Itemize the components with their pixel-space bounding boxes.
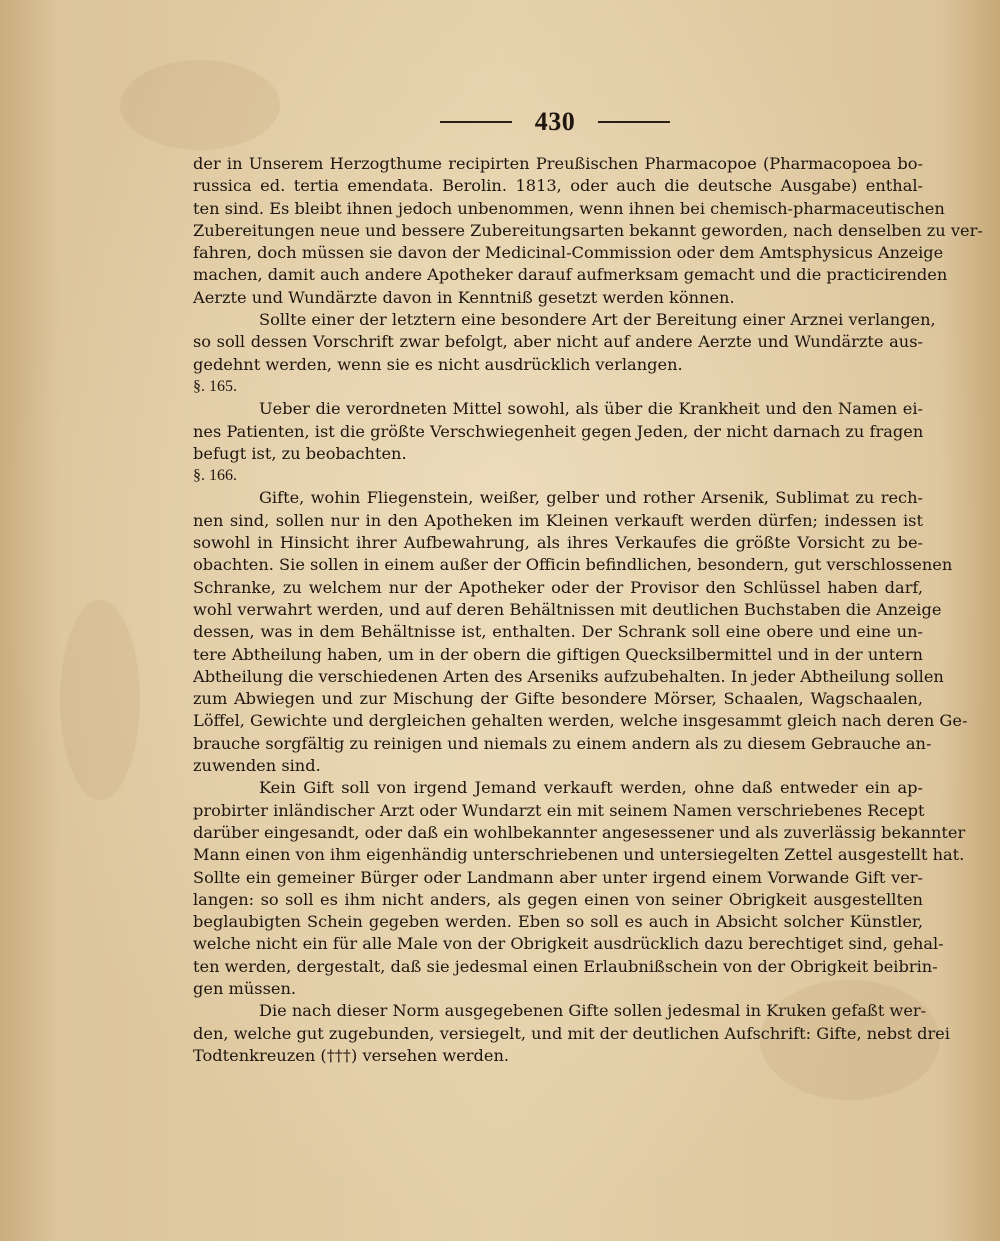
text-line: langen: so soll es ihm nicht anders, als gegen einen von seiner Obrigkeit ausgestellten [193, 889, 923, 909]
text-line: Todtenkreuzen (†††) versehen werden. [193, 1045, 510, 1065]
text-line: so soll dessen Vorschrift zwar befolgt, aber nicht auf andere Aerzte und Wundärzte aus- [193, 332, 923, 352]
text-line: darüber eingesandt, oder daß ein wohlbekannter angesessener und als zuverlässig bekannter [193, 822, 966, 842]
paper-stain [60, 600, 140, 800]
text-line: Sollte ein gemeiner Bürger oder Landmann aber unter irgend einem Vorwande Gift ver- [193, 867, 923, 887]
text-line: probirter inländischer Arzt oder Wundarzt ein mit seinem Namen verschriebenes Recept [193, 800, 925, 820]
text-line: Kein Gift soll von irgend Jemand verkauft werden, ohne daß entweder ein ap- [259, 778, 923, 798]
text-line: nen sind, sollen nur in den Apotheken im Kleinen verkauft werden dürfen; indessen ist [193, 510, 923, 530]
header-rule-right [598, 121, 670, 123]
text-line: der in Unserem Herzogthume recipirten Preußischen Pharmacopoe (Pharmacopoea bo- [193, 154, 923, 173]
text-line: zum Abwiegen und zur Mischung der Gifte besondere Mörser, Schaalen, Wagschaalen, [193, 689, 923, 709]
page-body-text [193, 153, 983, 1067]
text-line: Gifte, wohin Fliegenstein, weißer, gelber und rother Arsenik, Sublimat zu rech- [259, 488, 923, 508]
text-line: Sollte einer der letztern eine besondere Art der Bereitung einer Arznei verlangen, [259, 310, 936, 330]
text-line: nes Patienten, ist die größte Verschwiegenheit gegen Jeden, der nicht darnach zu fragen [193, 421, 924, 441]
text-line: dessen, was in dem Behältnisse ist, enthalten. Der Schrank soll eine obere und eine un- [193, 622, 923, 642]
text-line: befugt ist, zu beobachten. [193, 443, 407, 463]
text-line: welche nicht ein für alle Male von der Obrigkeit ausdrücklich dazu berechtiget sind, gehal- [193, 934, 944, 954]
text-line: Ueber die verordneten Mittel sowohl, als über die Krankheit und den Namen ei- [259, 399, 923, 419]
text-line: ten werden, dergestalt, daß sie jedesmal einen Erlaubnißschein von der Obrigkeit beibrin- [193, 956, 938, 976]
paragraph [193, 1000, 950, 1067]
text-line: Zubereitungen neue und bessere Zubereitungsarten bekannt geworden, nach denselben zu ver- [193, 220, 983, 240]
text-line: fahren, doch müssen sie davon der Medicinal-Commission oder dem Amtsphysicus Anzeige [193, 243, 944, 263]
text-line: ten sind. Es bleibt ihnen jedoch unbenommen, wenn ihnen bei chemisch-pharmaceutischen [193, 198, 945, 218]
text-line: machen, damit auch andere Apotheker darauf aufmerksam gemacht und die practicirenden [193, 265, 948, 285]
text-line: Löffel, Gewichte und dergleichen gehalten werden, welche insgesammt gleich nach deren Ge- [193, 711, 968, 731]
text-line: Abtheilung die verschiedenen Arten des Arseniks aufzubehalten. In jeder Abtheilung sollen [193, 666, 944, 686]
text-line: Schranke, zu welchem nur der Apotheker oder der Provisor den Schlüssel haben darf, [193, 577, 923, 597]
text-line: zuwenden sind. [193, 756, 321, 776]
paragraph [193, 309, 936, 376]
paragraph [193, 153, 983, 309]
text-line: Mann einen von ihm eigenhändig unterschriebenen und untersiegelten Zettel ausgestellt hat. [193, 845, 965, 865]
section-number: §. 166. [193, 467, 237, 485]
text-line: tere Abtheilung haben, um in der obern die giftigen Quecksilbermittel und in der untern [193, 644, 923, 664]
paragraph [193, 777, 966, 1000]
page-header [440, 104, 670, 140]
text-line: obachten. Sie sollen in einem außer der Officin befindlichen, besondern, gut verschlossenen [193, 555, 953, 575]
header-rule-left [440, 121, 512, 123]
paper-stain [120, 60, 280, 150]
section-heading [193, 465, 923, 487]
text-line: russica ed. tertia emendata. Berolin. 1813, oder auch die deutsche Ausgabe) enthal- [193, 176, 923, 196]
text-line: wohl verwahrt werden, und auf deren Behältnissen mit deutlichen Buchstaben die Anzeige [193, 599, 942, 619]
text-line: gen müssen. [193, 978, 297, 998]
text-line: brauche sorgfältig zu reinigen und niemals zu einem andern als zu diesem Gebrauche an- [193, 733, 932, 753]
text-line: gedehnt werden, wenn sie es nicht ausdrücklich verlangen. [193, 354, 683, 374]
text-line: Aerzte und Wundärzte davon in Kenntniß gesetzt werden können. [193, 287, 735, 307]
text-line: sowohl in Hinsicht ihrer Aufbewahrung, als ihres Verkaufes die größte Vorsicht zu be- [193, 533, 923, 553]
text-line: den, welche gut zugebunden, versiegelt, und mit der deutlichen Aufschrift: Gifte, nebst drei [193, 1023, 950, 1043]
page-number: 430 [534, 107, 576, 136]
section-number: §. 165. [193, 377, 237, 395]
section-heading [193, 376, 923, 398]
text-line: beglaubigten Schein gegeben werden. Eben so soll es auch in Absicht solcher Künstler, [193, 912, 923, 932]
paragraph [193, 487, 968, 777]
text-line: Die nach dieser Norm ausgegebenen Gifte sollen jedesmal in Kruken gefaßt wer- [259, 1001, 927, 1021]
paragraph [193, 398, 923, 465]
